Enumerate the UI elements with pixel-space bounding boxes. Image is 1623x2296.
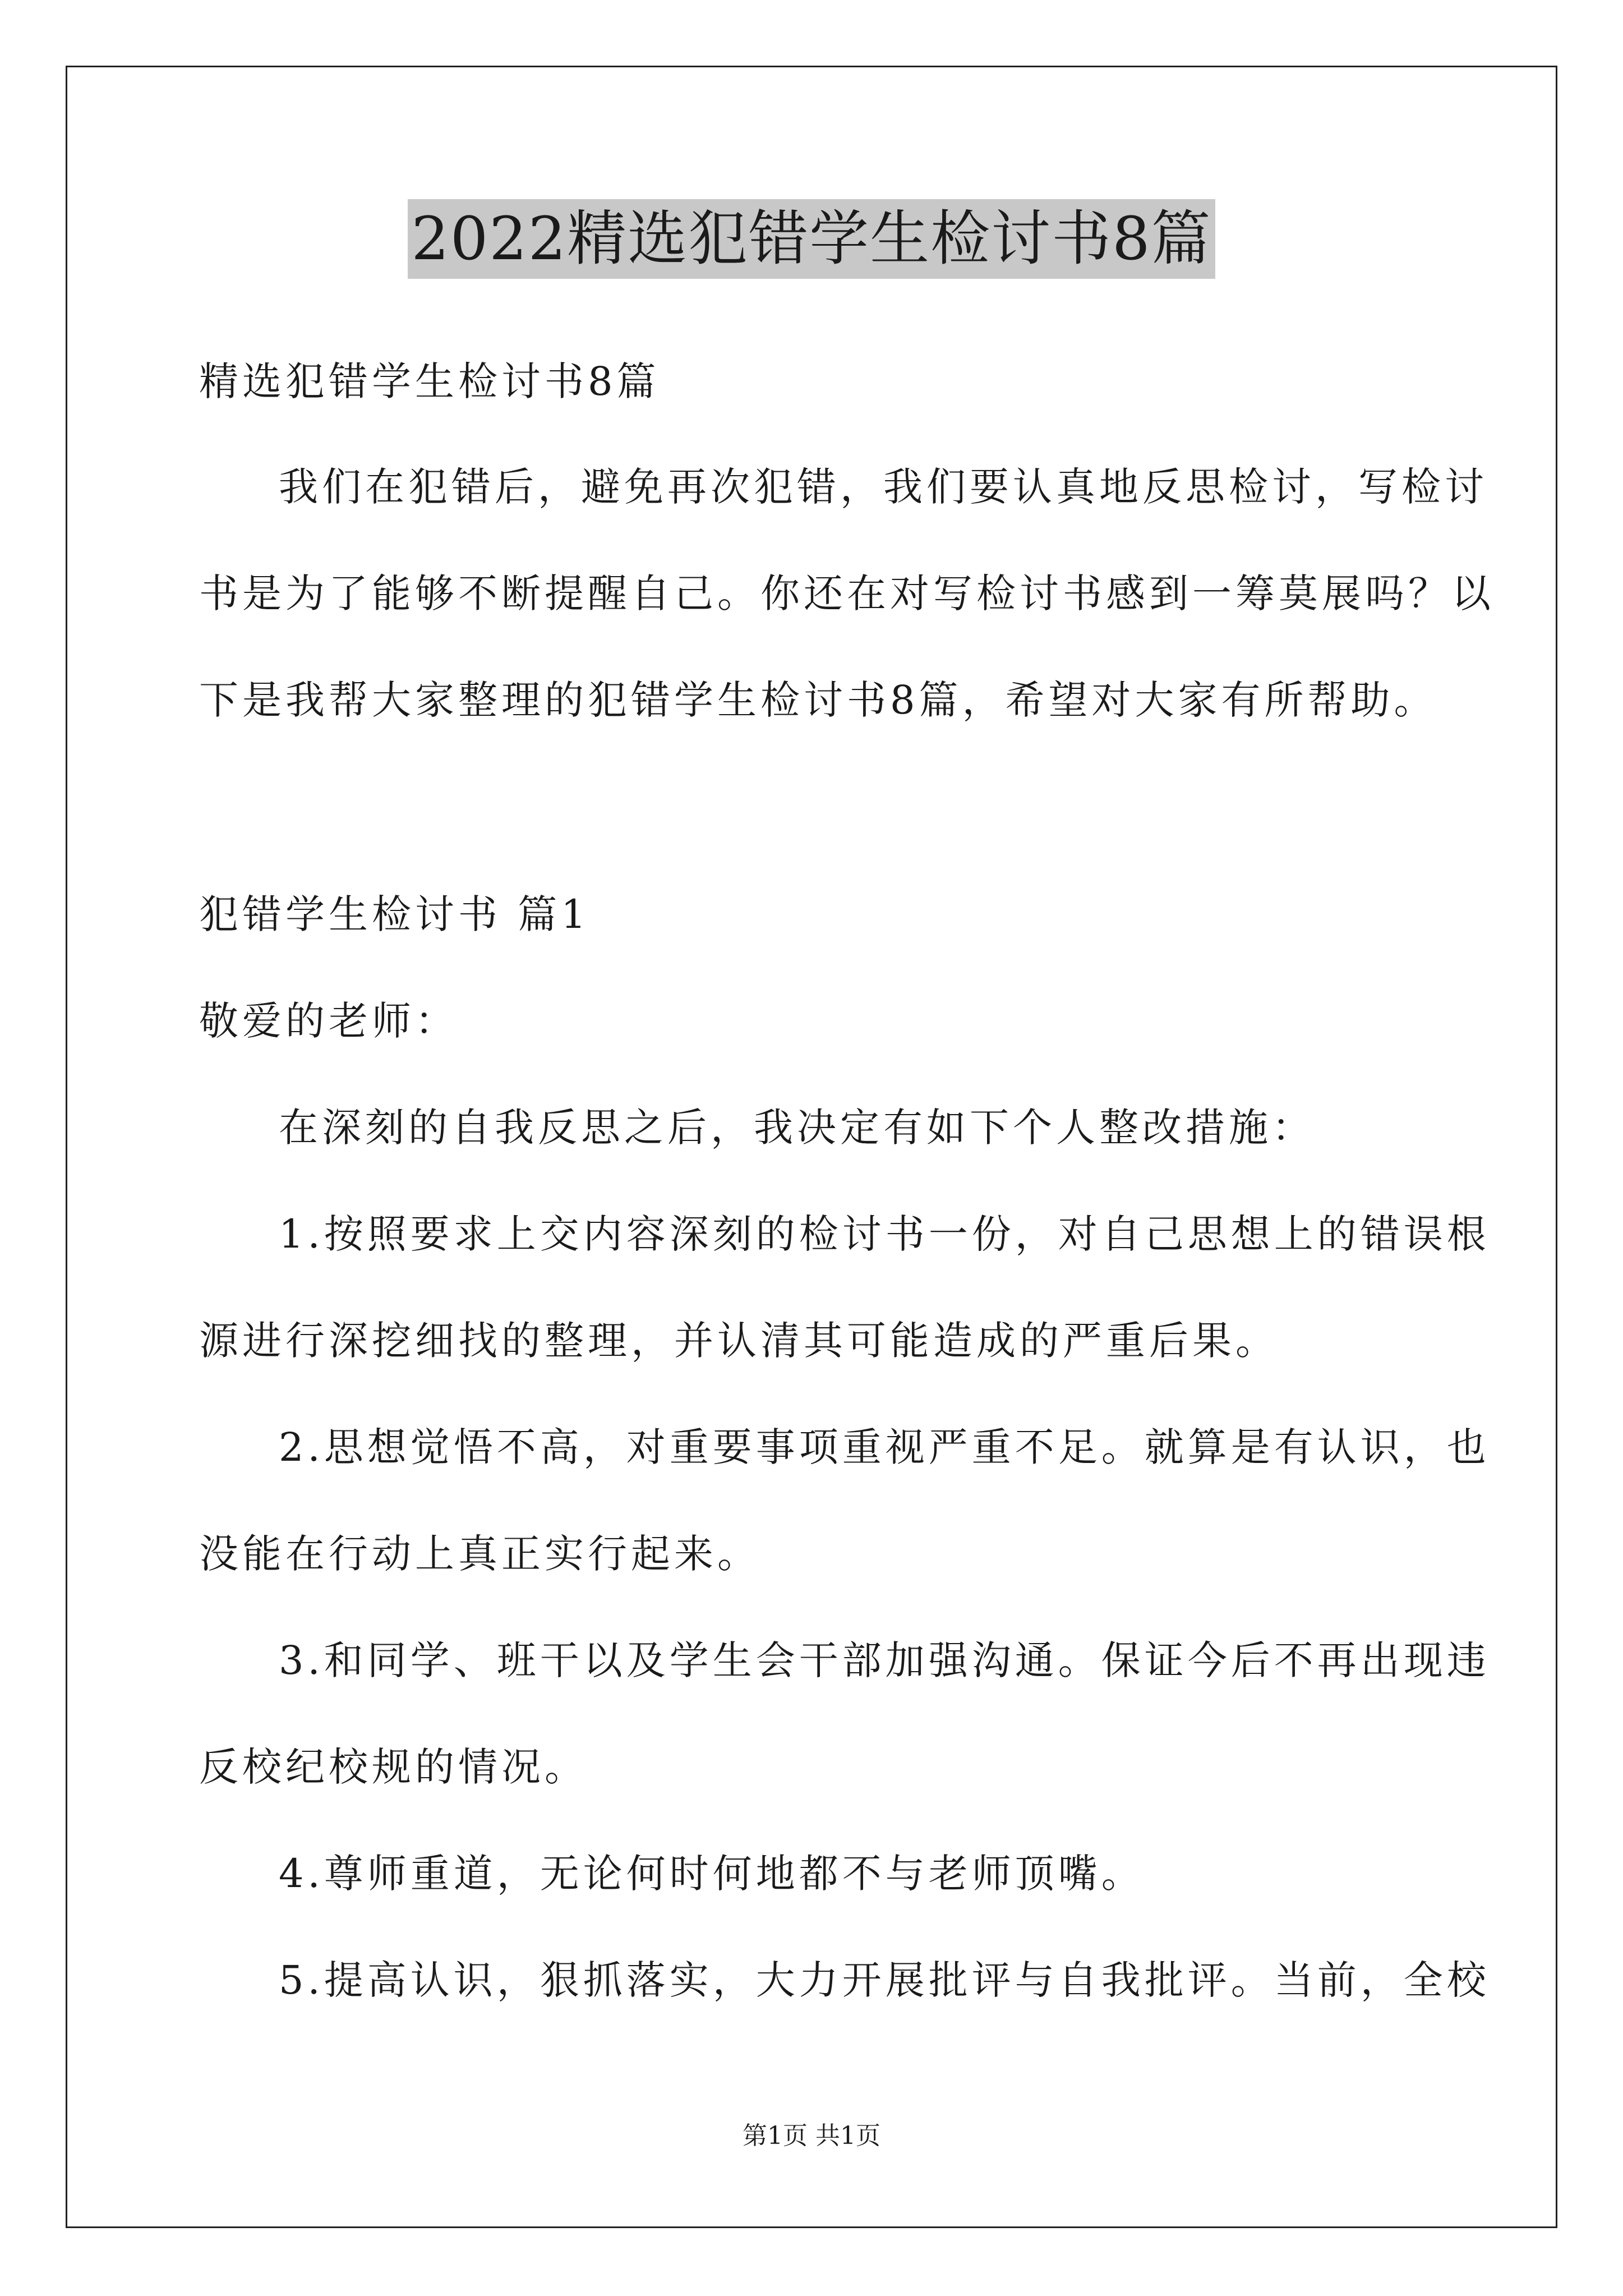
section-heading: 犯错学生检讨书 篇1 — [199, 891, 590, 937]
body-line: 3.和同学、班干以及学生会干部加强沟通。保证今后不再出现违 — [279, 1637, 1490, 1683]
document-title: 2022精选犯错学生检讨书8篇 — [408, 199, 1215, 279]
title-container — [0, 199, 1623, 279]
intro-line: 书是为了能够不断提醒自己。你还在对写检讨书感到一筹莫展吗？以 — [199, 570, 1495, 616]
intro-line: 下是我帮大家整理的犯错学生检讨书8篇，希望对大家有所帮助。 — [199, 677, 1437, 723]
body-line: 在深刻的自我反思之后，我决定有如下个人整改措施： — [279, 1105, 1315, 1151]
body-line: 源进行深挖细找的整理，并认清其可能造成的严重后果。 — [199, 1318, 1279, 1364]
body-line: 5.提高认识，狠抓落实，大力开展批评与自我批评。当前，全校 — [279, 1957, 1490, 2003]
page-footer: 第1页 共1页 — [743, 2122, 880, 2150]
subtitle: 精选犯错学生检讨书8篇 — [199, 358, 660, 404]
body-line: 没能在行动上真正实行起来。 — [199, 1531, 760, 1577]
body-line: 反校纪校规的情况。 — [199, 1744, 588, 1790]
body-line: 1.按照要求上交内容深刻的检讨书一份，对自己思想上的错误根 — [279, 1211, 1490, 1257]
body-line: 2.思想觉悟不高，对重要事项重视严重不足。就算是有认识，也 — [279, 1424, 1490, 1470]
salutation: 敬爱的老师： — [199, 998, 458, 1044]
intro-line: 我们在犯错后，避免再次犯错，我们要认真地反思检讨，写检讨 — [279, 464, 1488, 510]
body-line: 4.尊师重道，无论何时何地都不与老师顶嘴。 — [279, 1851, 1145, 1897]
